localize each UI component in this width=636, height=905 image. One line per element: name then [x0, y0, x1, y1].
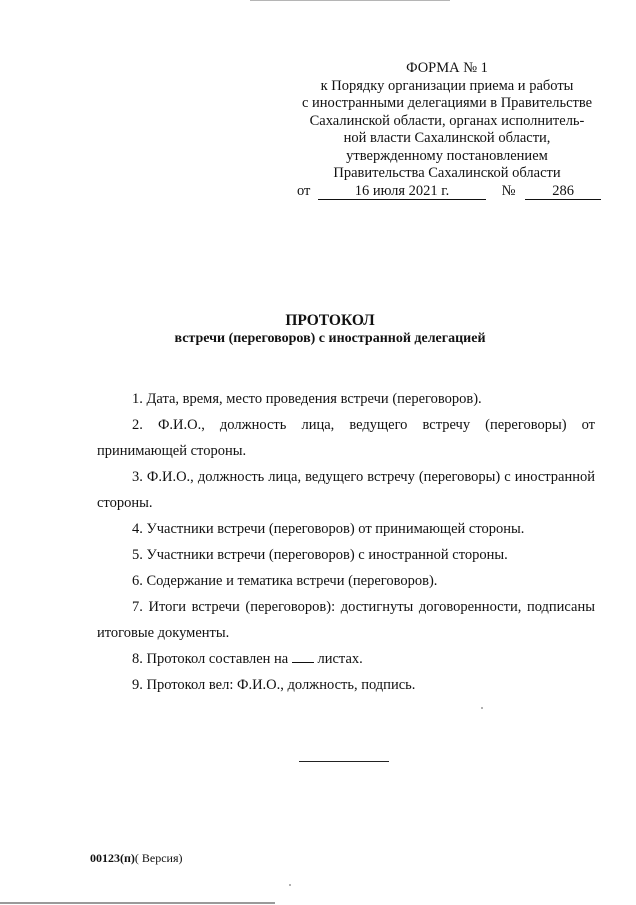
list-item: 6. Содержание и тематика встречи (переговоров).: [132, 573, 438, 589]
list-item: 4. Участники встречи (переговоров) от принимающей стороны.: [132, 521, 525, 537]
header-line: Сахалинской области, органах исполнитель-: [309, 112, 585, 129]
approval-date-number: [297, 183, 601, 201]
document-code: 00123(п): [90, 851, 135, 865]
end-separator: [299, 761, 389, 762]
approval-header: [282, 60, 612, 183]
number-label: №: [501, 183, 516, 199]
header-line: к Порядку организации приема и работы: [320, 77, 574, 94]
footer-code: [90, 851, 183, 866]
number-field: 286: [525, 184, 601, 200]
scan-edge-bottom: [0, 902, 275, 904]
document-subtitle: встречи (переговоров) с иностранной делегацией: [174, 331, 486, 346]
header-line: ной власти Сахалинской области,: [343, 130, 551, 146]
header-line: Правительства Сахалинской области: [333, 165, 561, 181]
form-label: ФОРМА № 1: [406, 60, 488, 76]
list-item: 9. Протокол вел: Ф.И.О., должность, подпись.: [132, 677, 416, 693]
sheet-count-blank: [292, 650, 314, 663]
header-line: утвержденному постановлением: [346, 147, 548, 164]
list-item: [97, 646, 595, 672]
scan-edge-top: [250, 0, 450, 1]
list-item: 7. Итоги встречи (переговоров): достигнуты договоренности, подписаны итоговые документы.: [97, 599, 595, 641]
header-line: с иностранными делегациями в Правительстве: [301, 95, 593, 111]
protocol-items: [97, 386, 595, 698]
date-field: 16 июля 2021 г.: [318, 184, 486, 200]
scan-speck: [481, 707, 483, 709]
version-label: ( Версия): [134, 851, 183, 865]
list-item: 2. Ф.И.О., должность лица, ведущего встречу (переговоры) от принимающей стороны.: [97, 417, 595, 459]
list-item: 5. Участники встречи (переговоров) с иностранной стороны.: [132, 547, 508, 563]
scan-speck: [289, 884, 291, 886]
list-item: 1. Дата, время, место проведения встречи (переговоров).: [132, 391, 482, 407]
item8-text: 8. Протокол составлен на: [132, 651, 289, 667]
item8-suffix: листах.: [317, 651, 363, 667]
document-title: ПРОТОКОЛ: [285, 312, 375, 329]
list-item: 3. Ф.И.О., должность лица, ведущего встречу (переговоры) с иностранной стороны.: [97, 469, 595, 511]
from-label: от: [297, 183, 311, 199]
